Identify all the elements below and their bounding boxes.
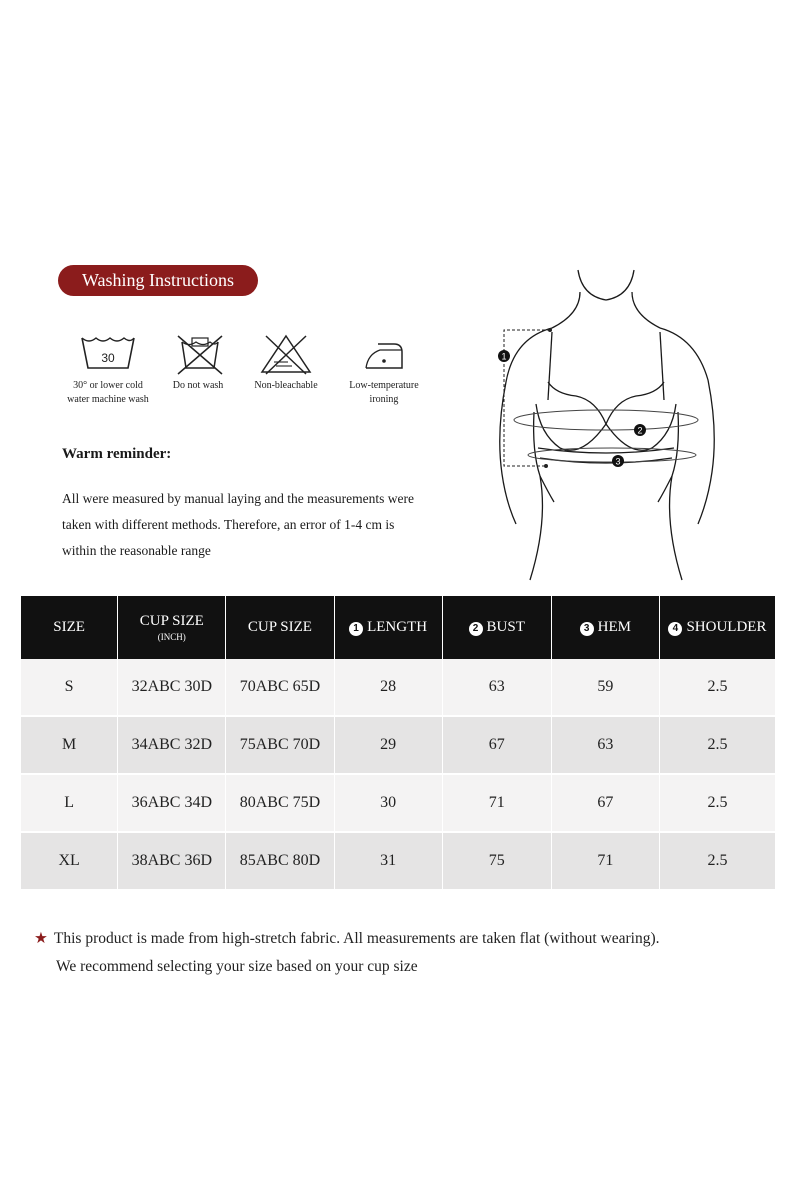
cell-size: S [21,659,118,715]
star-icon: ★ [34,930,48,947]
header-size: SIZE [21,596,118,659]
cell-hem: 71 [552,833,660,889]
reminder-title: Warm reminder: [62,446,172,462]
cell-size: XL [21,833,118,889]
cell-hem: 63 [552,717,660,773]
bra-measurement-figure [486,262,726,582]
cell-size: L [21,775,118,831]
header-length: 1 LENGTH [335,596,443,659]
header-cup-size: CUP SIZE [226,596,334,659]
cell-cup: 70ABC 65D [226,659,334,715]
table-row [21,831,775,889]
cell-shoulder: 2.5 [707,678,728,695]
reminder-text: All were measured by manual laying and the measurements were taken with different methods. Therefore, an error of 1-4 cm is within the reasonable range [62,491,414,558]
table-row [21,715,775,773]
low-iron-icon [356,332,412,376]
cell-bust: 75 [443,833,552,889]
cell-cup: 80ABC 75D [226,775,334,831]
table-header [21,596,775,659]
do-not-wash-label: Do not wash [172,380,224,391]
marker-1: 1 [501,351,507,362]
header-shoulder: 4 SHOULDER [660,596,775,659]
size-chart-table [21,596,775,889]
table-row [21,773,775,831]
cell-cup-inch: 34ABC 32D [118,717,226,773]
table-row [21,659,775,715]
wash-temp-label: 30 [101,351,115,365]
washing-instructions-title: Washing Instructions [58,265,258,296]
cell-length: 29 [335,717,443,773]
cell-cup-inch: 38ABC 36D [118,833,226,889]
cell-bust: 67 [443,717,552,773]
cell-bust: 63 [443,659,552,715]
cell-shoulder: 2.5 [707,852,728,869]
cell-hem: 67 [552,775,660,831]
fabric-note: ★ This product is made from high-stretch fabric. All measurements are taken flat (without wearing). We recommend selecting your size based on your cup size [34,930,660,975]
cell-length: 31 [335,833,443,889]
do-not-wash-icon [172,332,228,376]
cell-hem: 59 [552,659,660,715]
cell-shoulder: 2.5 [707,794,728,811]
cell-length: 30 [335,775,443,831]
cell-shoulder: 2.5 [707,736,728,753]
cell-cup-inch: 36ABC 34D [118,775,226,831]
low-iron-label: Low-temperature ironing [349,380,419,405]
machine-wash-label: 30° or lower cold water machine wash [67,380,149,405]
header-bust: 2 BUST [443,596,552,659]
non-bleach-label: Non-bleachable [254,380,318,391]
cell-length: 28 [335,659,443,715]
header-hem: 3 HEM [552,596,660,659]
non-bleach-icon [258,332,314,376]
cell-size: M [21,717,118,773]
machine-wash-icon [80,332,136,376]
cell-cup: 75ABC 70D [226,717,334,773]
cell-cup: 85ABC 80D [226,833,334,889]
header-cup-size-inch: CUP SIZE (INCH) [118,596,226,659]
cell-bust: 71 [443,775,552,831]
marker-2: 2 [637,425,643,436]
cell-cup-inch: 32ABC 30D [118,659,226,715]
marker-3: 3 [615,456,621,467]
